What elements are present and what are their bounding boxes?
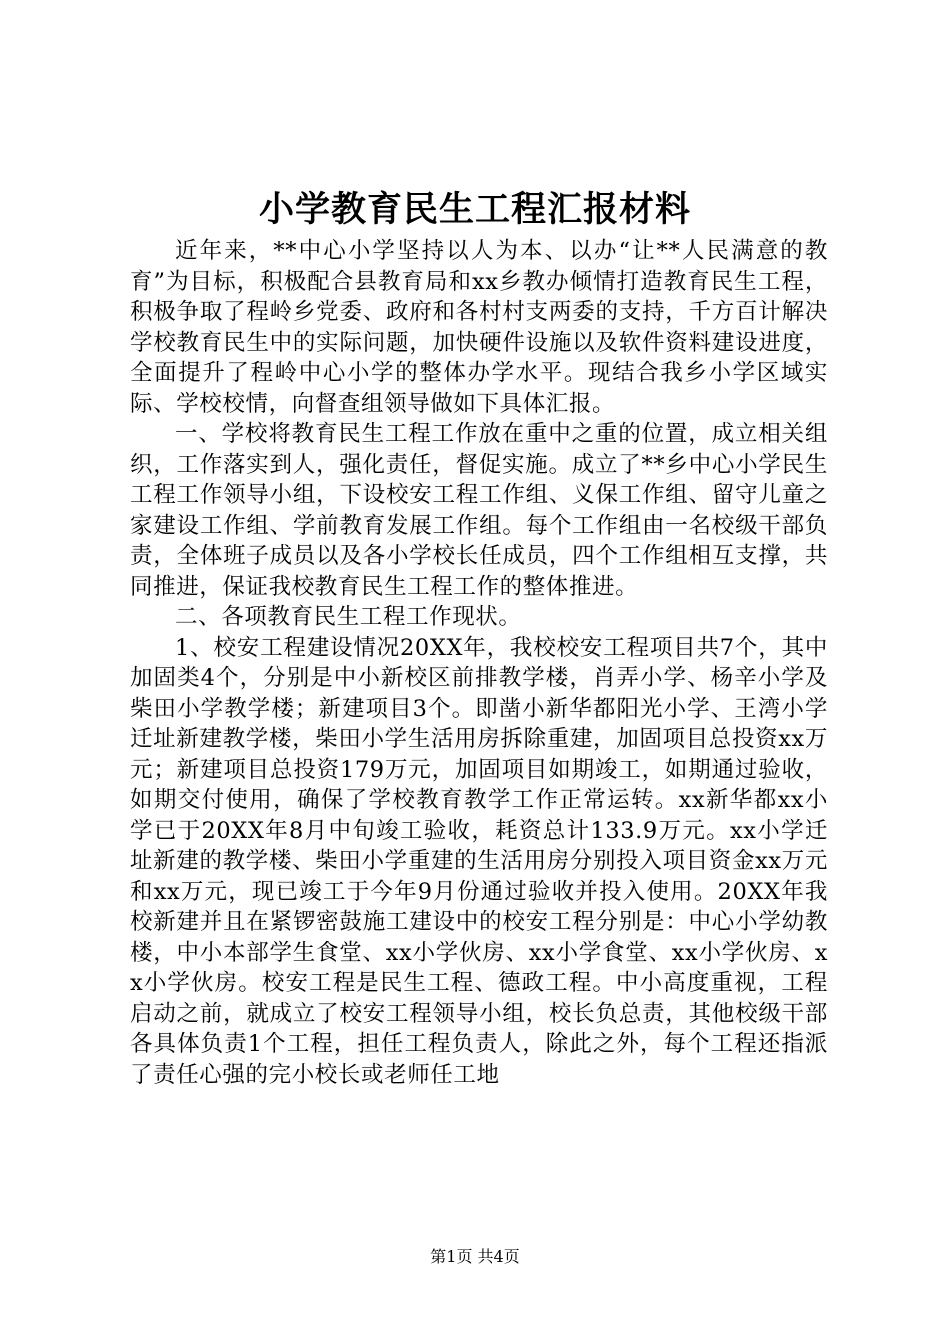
document-body bbox=[130, 236, 828, 1090]
paragraph-school-safety-project: 1、校安工程建设情况20XX年，我校校安工程项目共7个，其中加固类4个，分别是中小新校区前排教学楼，肖弄小学、杨辛小学及柴田小学教学楼；新建项目3个。即凿小新华都阳光小学、王湾小学迁址新建教学楼，柴田小学生活用房拆除重建，加固项目总投资xx万元；新建项目总投资179万元，加固项目如期竣工，如期通过验收，如期交付使用，确保了学校教育教学工作正常运转。xx新华都xx小学已于20XX年8月中旬竣工验收，耗资总计133.9万元。xx小学迁址新建的教学楼、柴田小学重建的生活用房分别投入项目资金xx万元和xx万元，现已竣工于今年9月份通过验收并投入使用。20XX年我校新建并且在紧锣密鼓施工建设中的校安工程分别是：中心小学幼教楼，中小本部学生食堂、xx小学伙房、xx小学食堂、xx小学伙房、xx小学伙房。校安工程是民生工程、德政工程。中小高度重视，工程启动之前，就成立了校安工程领导小组，校长负总责，其他校级干部各具体负责1个工程，担任工程负责人，除此之外，每个工程还指派了责任心强的完小校长或老师任工地 bbox=[130, 634, 828, 1088]
paragraph-intro: 近年来，**中心小学坚持以人为本、以办“让**人民满意的教育”为目标，积极配合县教育局和xx乡教办倾情打造教育民生工程，积极争取了程岭乡党委、政府和各村村支两委的支持，千方百计解决学校教育民生中的实际问题，加快硬件设施以及软件资料建设进度，全面提升了程岭中心小学的整体办学水平。现结合我乡小学区域实际、学校校情，向督查组领导做如下具体汇报。 bbox=[130, 238, 828, 417]
document-title: 小学教育民生工程汇报材料 bbox=[258, 189, 691, 230]
page-number-footer: 第1页 共4页 bbox=[430, 1247, 520, 1266]
paragraph-section-two-heading: 二、各项教育民生工程工作现状。 bbox=[175, 604, 522, 630]
paragraph-section-one: 一、学校将教育民生工程工作放在重中之重的位置，成立相关组织，工作落实到人，强化责任，督促实施。成立了**乡中心小学民生工程工作领导小组，下设校安工程工作组、义保工作组、留守儿童之家建设工作组、学前教育发展工作组。每个工作组由一名校级干部负责，全体班子成员以及各小学校长任成员，四个工作组相互支撑，共同推进，保证我校教育民生工程工作的整体推进。 bbox=[130, 421, 828, 600]
